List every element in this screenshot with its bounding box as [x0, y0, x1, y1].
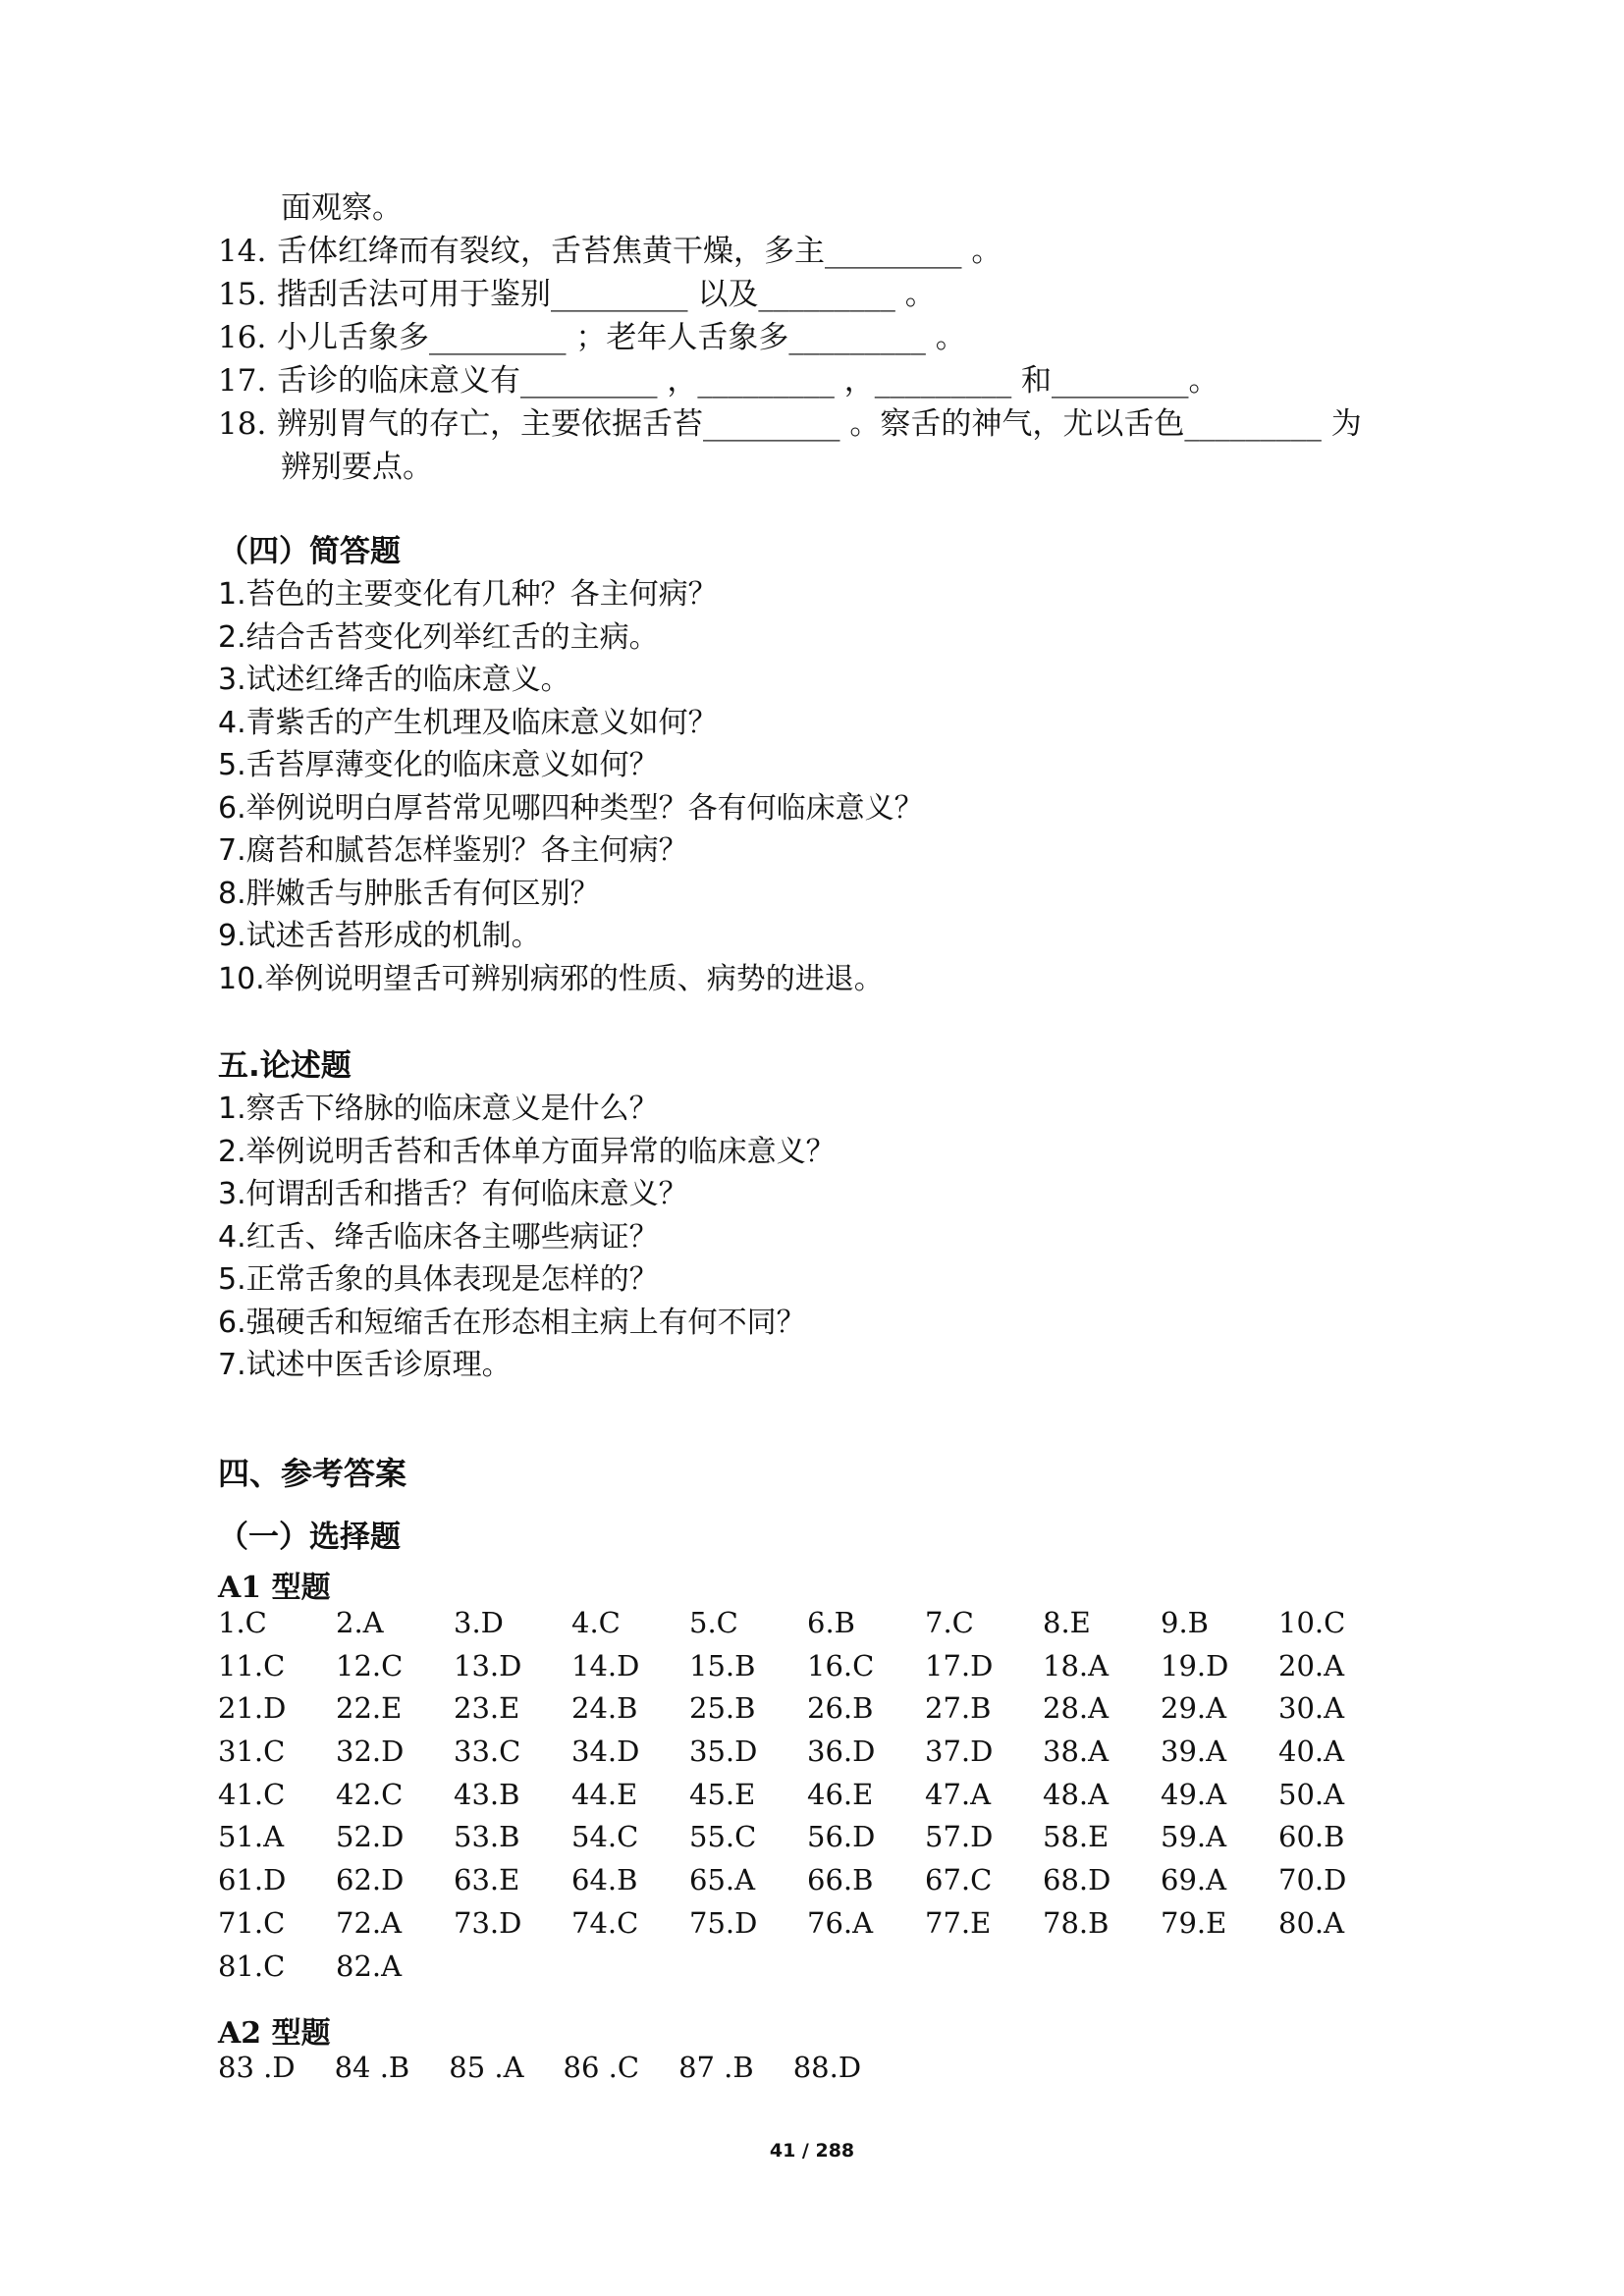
essay-question: 3.何谓刮舌和揩舌？有何临床意义？ [218, 1177, 688, 1211]
answer-item: 26.B [807, 1691, 874, 1726]
answer-item: 72.A [336, 1905, 403, 1940]
fill-in-item [218, 273, 1445, 316]
answer-item: 6.B [807, 1606, 855, 1639]
fill-in-continuation-bottom: 辨别要点。 [281, 450, 433, 485]
answer-item: 25.B [689, 1691, 756, 1726]
answer-item: 51.A [218, 1820, 285, 1854]
answer-item: 13.D [454, 1648, 522, 1682]
answer-item: 36.D [807, 1735, 876, 1769]
answer-item: 44.E [571, 1777, 638, 1811]
essay-question: 6.强硬舌和短缩舌在形态相主病上有何不同？ [218, 1305, 806, 1340]
answer-item: 21.D [218, 1691, 287, 1726]
answer-item: 64.B [571, 1863, 638, 1897]
answer-item: 32.D [336, 1735, 405, 1769]
answer-item: 69.A [1161, 1863, 1227, 1897]
fill-in-text: 辨别胃气的存亡，主要依据舌苔_________ 。察舌的神气，尤以舌色_________ 为 [277, 406, 1362, 442]
answer-item: 65.A [689, 1863, 756, 1897]
answer-item: 58.E [1043, 1820, 1110, 1854]
answer-item: 27.B [925, 1691, 992, 1726]
answer-item: 76.A [807, 1905, 874, 1940]
answer-item: 2.A [336, 1606, 384, 1639]
fill-in-number: 14. [218, 234, 267, 269]
answer-item: 57.D [925, 1820, 994, 1854]
answer-item: 39.A [1161, 1735, 1227, 1769]
answer-item: 30.A [1278, 1691, 1345, 1726]
answer-item: 63.E [454, 1863, 520, 1897]
answer-item: 87 .B [678, 2051, 754, 2084]
essay-list [218, 1088, 1445, 1387]
answer-item: 66.B [807, 1863, 874, 1897]
answer-item: 62.D [336, 1863, 405, 1897]
answer-item: 22.E [336, 1691, 403, 1726]
answer-item: 47.A [925, 1777, 992, 1811]
answer-item: 67.C [925, 1863, 993, 1897]
essay-question: 2.举例说明舌苔和舌体单方面异常的临床意义？ [218, 1134, 836, 1169]
answer-item: 24.B [571, 1691, 638, 1726]
answer-item: 81.C [218, 1949, 286, 1983]
answer-item: 10.C [1278, 1606, 1346, 1639]
answer-item: 29.A [1161, 1691, 1227, 1726]
answer-item: 41.C [218, 1777, 286, 1811]
answer-item: 75.D [689, 1905, 758, 1940]
essay-section [218, 1044, 1445, 1387]
answer-item: 19.D [1161, 1648, 1229, 1682]
answer-item: 42.C [336, 1777, 404, 1811]
answer-item: 55.C [689, 1820, 757, 1854]
answer-item: 20.A [1278, 1648, 1345, 1682]
answer-item: 82.A [336, 1949, 403, 1983]
answer-item: 28.A [1043, 1691, 1110, 1726]
answer-item: 52.D [336, 1820, 405, 1854]
answer-item: 83 .D [218, 2051, 296, 2084]
answer-item: 33.C [454, 1735, 521, 1769]
answer-item: 48.A [1043, 1777, 1110, 1811]
fill-in-item [218, 230, 1445, 273]
short-answer-question: 8.胖嫩舌与肿胀舌有何区别？ [218, 876, 600, 911]
a2-label: A2 型题 [218, 2016, 331, 2051]
short-answer-list [218, 573, 1445, 1000]
answer-item: 70.D [1278, 1863, 1347, 1897]
answer-item: 73.D [454, 1905, 522, 1940]
fill-in-text: 舌诊的临床意义有_________ ，_________ ，_________ 和_________。 [277, 363, 1219, 399]
answer-item: 88.D [792, 2051, 862, 2084]
answer-item: 5.C [689, 1606, 738, 1639]
a1-answer-grid [218, 1602, 1396, 1988]
answer-item: 17.D [925, 1648, 994, 1682]
short-answer-question: 9.试述舌苔形成的机制。 [218, 919, 541, 953]
answer-item: 14.D [571, 1648, 640, 1682]
short-answer-question: 1.苔色的主要变化有几种？各主何病？ [218, 577, 718, 612]
answer-item: 74.C [571, 1905, 639, 1940]
essay-heading: 五.论述题 [218, 1048, 352, 1084]
answer-item: 45.E [689, 1777, 756, 1811]
short-answer-question: 3.试述红绛舌的临床意义。 [218, 663, 570, 697]
answer-item: 23.E [454, 1691, 520, 1726]
fill-in-number: 15. [218, 277, 267, 312]
fill-in-text: 小儿舌象多_________ ；老年人舌象多_________ 。 [277, 320, 966, 355]
fill-in-number: 17. [218, 363, 267, 399]
short-answer-question: 2.结合舌苔变化列举红舌的主病。 [218, 619, 659, 655]
answer-item: 40.A [1278, 1735, 1345, 1769]
answer-item: 68.D [1043, 1863, 1111, 1897]
answer-item: 84 .B [334, 2051, 410, 2084]
answer-item: 3.D [454, 1606, 504, 1639]
short-answer-question: 10.举例说明望舌可辨别病邪的性质、病势的进退。 [218, 961, 884, 996]
answer-item: 56.D [807, 1820, 876, 1854]
short-answer-question: 6.举例说明白厚苔常见哪四种类型？各有何临床意义？ [218, 790, 924, 826]
answer-item: 78.B [1043, 1905, 1110, 1940]
answer-item: 4.C [571, 1606, 621, 1639]
fill-in-text: 舌体红绛而有裂纹，舌苔焦黄干燥，多主_________ 。 [277, 234, 1002, 269]
answer-item: 59.A [1161, 1820, 1227, 1854]
answer-item: 9.B [1161, 1606, 1209, 1639]
short-answer-heading: （四）简答题 [218, 534, 401, 569]
a2-answer-row [218, 2051, 900, 2084]
answer-item: 43.B [454, 1777, 520, 1811]
answer-item: 80.A [1278, 1905, 1345, 1940]
answer-item: 50.A [1278, 1777, 1345, 1811]
essay-question: 4.红舌、绛舌临床各主哪些病证？ [218, 1219, 659, 1255]
short-answer-question: 7.腐苔和腻苔怎样鉴别？各主何病？ [218, 833, 688, 868]
answer-item: 61.D [218, 1863, 287, 1897]
answer-item: 15.B [689, 1648, 756, 1682]
answer-item: 18.A [1043, 1648, 1110, 1682]
answer-item: 1.C [218, 1606, 267, 1639]
fill-in-number: 18. [218, 406, 267, 442]
answer-item: 38.A [1043, 1735, 1110, 1769]
answer-item: 34.D [571, 1735, 640, 1769]
short-answer-question: 4.青紫舌的产生机理及临床意义如何？ [218, 705, 718, 740]
a1-label: A1 型题 [218, 1571, 331, 1605]
answer-item: 54.C [571, 1820, 639, 1854]
fill-in-item [218, 359, 1445, 402]
answer-item: 86 .C [563, 2051, 640, 2084]
fill-in-list [218, 230, 1445, 446]
answer-item: 49.A [1161, 1777, 1227, 1811]
answer-item: 77.E [925, 1905, 992, 1940]
short-answer-section [218, 530, 1445, 1000]
fill-in-continuation-top: 面观察。 [281, 190, 403, 226]
answer-item: 46.E [807, 1777, 874, 1811]
answer-item: 79.E [1161, 1905, 1227, 1940]
essay-question: 5.正常舌象的具体表现是怎样的？ [218, 1262, 659, 1297]
answer-item: 71.C [218, 1905, 286, 1940]
essay-question: 7.试述中医舌诊原理。 [218, 1348, 512, 1382]
answer-item: 16.C [807, 1648, 875, 1682]
answer-item: 11.C [218, 1648, 286, 1682]
fill-in-item [218, 316, 1445, 359]
page-number: 41 / 288 [769, 2140, 855, 2162]
answer-item: 35.D [689, 1735, 758, 1769]
answer-item: 85 .A [449, 2051, 524, 2084]
answer-item: 37.D [925, 1735, 994, 1769]
answer-item: 7.C [925, 1606, 974, 1639]
essay-question: 1.察舌下络脉的临床意义是什么？ [218, 1092, 659, 1126]
fill-in-number: 16. [218, 320, 267, 355]
answers-title: 四、参考答案 [218, 1455, 407, 1492]
fill-in-item [218, 402, 1445, 446]
short-answer-question: 5.舌苔厚薄变化的临床意义如何？ [218, 748, 659, 782]
answer-item: 8.E [1043, 1606, 1091, 1639]
fill-in-text: 揩刮舌法可用于鉴别_________ 以及_________ 。 [277, 277, 936, 312]
answer-item: 31.C [218, 1735, 286, 1769]
choice-subtitle: （一）选择题 [218, 1520, 401, 1555]
answer-item: 53.B [454, 1820, 520, 1854]
answer-item: 12.C [336, 1648, 404, 1682]
answer-item: 60.B [1278, 1820, 1345, 1854]
fill-in-section [218, 187, 1445, 489]
